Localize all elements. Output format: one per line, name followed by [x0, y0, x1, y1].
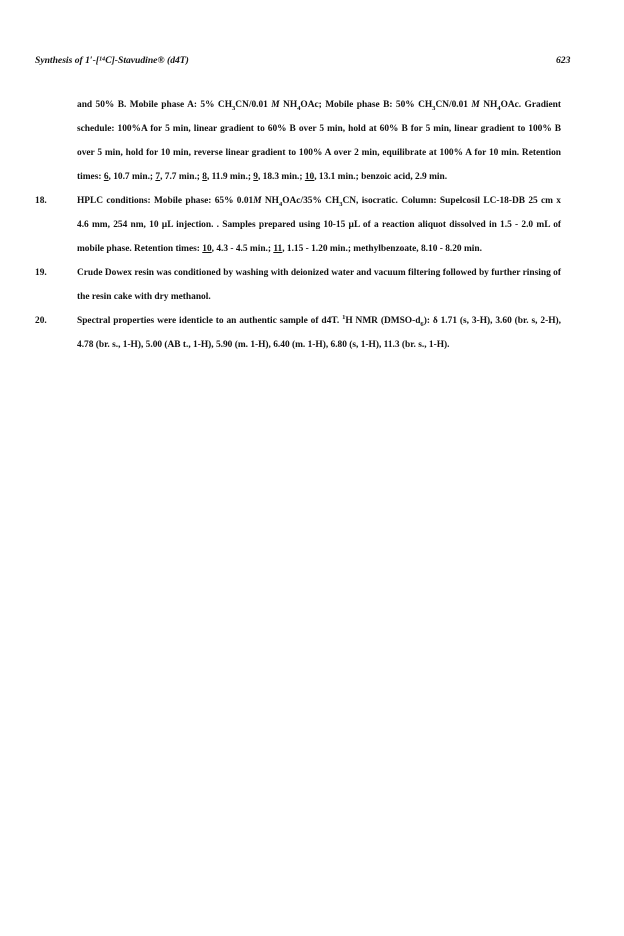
subscript: 6 — [420, 320, 424, 328]
text-run: OAc; Mobile phase B: 50% CH — [300, 100, 433, 110]
text-run: OAc. Gradient schedule: 100%A for 5 min, linear gradient to 60% B over 5 min, hold at 60% B for 5 min, linear gradient to 100% B over 5 min, hold for 10 min, reverse linear gradient to 100% A over 2 min, equilibrate at 100% A for 10 min. Retention times: — [77, 100, 562, 182]
compound-number: 9 — [253, 172, 258, 182]
page-header — [0, 0, 624, 70]
text-run: , 18.3 min.; — [257, 172, 305, 182]
subscript: 3 — [339, 200, 343, 208]
text-run: OAc/35% CH — [282, 196, 340, 206]
note-body — [77, 93, 561, 189]
text-run: , 1.15 - 1.20 min.; methylbenzoate, 8.10 - 8.20 min. — [282, 244, 482, 254]
note-number: 19. — [35, 268, 47, 278]
compound-number: 8 — [202, 172, 207, 182]
compound-number: 11 — [273, 244, 283, 254]
subscript: 3 — [232, 104, 236, 112]
note-17-continuation — [35, 93, 561, 189]
compound-number: 6 — [103, 172, 109, 182]
subscript: 4 — [297, 104, 301, 112]
text-run: CN, isocratic. Column: Supelcosil LC-18-DB 25 cm x 4.6 mm, 254 nm, 10 µL injection. . Samples prepared using 10-15 µL of a reaction aliquot dissolved in 1.5 - 2.0 mL of mobile phase. Retention times: — [77, 196, 561, 254]
text-run: , 10.7 min.; — [108, 172, 156, 182]
text-run: HPLC conditions: Mobile phase: 65% 0.01 — [77, 196, 254, 206]
text-run: , 11.9 min.; — [206, 172, 254, 182]
compound-number: 10 — [202, 244, 212, 254]
text-run: , 7.7 min.; — [160, 172, 203, 182]
subscript: 4 — [278, 200, 283, 208]
molar-unit: M — [271, 100, 280, 110]
subscript: 3 — [432, 104, 436, 112]
text-run: , 13.1 min.; benzoic acid, 2.9 min. — [314, 172, 448, 182]
text-run: ): δ 1.71 (s, 3-H), 3.60 (br. s, 2-H), 4.78 (br. s., 1-H), 5.00 (AB t., 1-H), 5.90 (m. 1-H), 6.40 (m. 1-H), 6.80 (s, 1-H), 11.3 (br. s., 1-H). — [77, 316, 561, 350]
text-run: NH — [279, 100, 298, 110]
subscript: 4 — [497, 104, 501, 112]
molar-unit: M — [471, 100, 480, 110]
text-run: CN/0.01 — [235, 100, 272, 110]
page-number: 623 — [556, 55, 571, 66]
note-number: 18. — [35, 196, 47, 206]
notes-section — [35, 93, 561, 357]
note-20 — [35, 309, 561, 357]
compound-number: 10 — [304, 172, 315, 182]
note-body — [77, 309, 561, 357]
text-run: and 50% B. Mobile phase A: 5% CH — [77, 100, 232, 110]
text-run: Spectral properties were identicle to an authentic sample of d4T. — [77, 316, 343, 326]
note-body — [77, 189, 561, 261]
text-run: H NMR (DMSO-d — [345, 316, 421, 326]
note-body: Crude Dowex resin was conditioned by washing with deionized water and vacuum filtering followed by further rinsing of the resin cake with dry methanol. — [77, 268, 561, 302]
text-run: , 4.3 - 4.5 min.; — [211, 244, 274, 254]
text-run: NH — [261, 196, 279, 206]
text-run: CN/0.01 — [435, 100, 472, 110]
superscript: 1 — [342, 313, 346, 321]
running-title: Synthesis of 1′-[¹⁴C]-Stavudine® (d4T) — [35, 55, 189, 66]
note-18 — [35, 189, 561, 261]
note-19 — [35, 261, 561, 309]
text-run: NH — [479, 100, 498, 110]
compound-number: 7 — [155, 172, 161, 182]
molar-unit: M — [253, 196, 262, 206]
note-number: 20. — [35, 316, 47, 326]
